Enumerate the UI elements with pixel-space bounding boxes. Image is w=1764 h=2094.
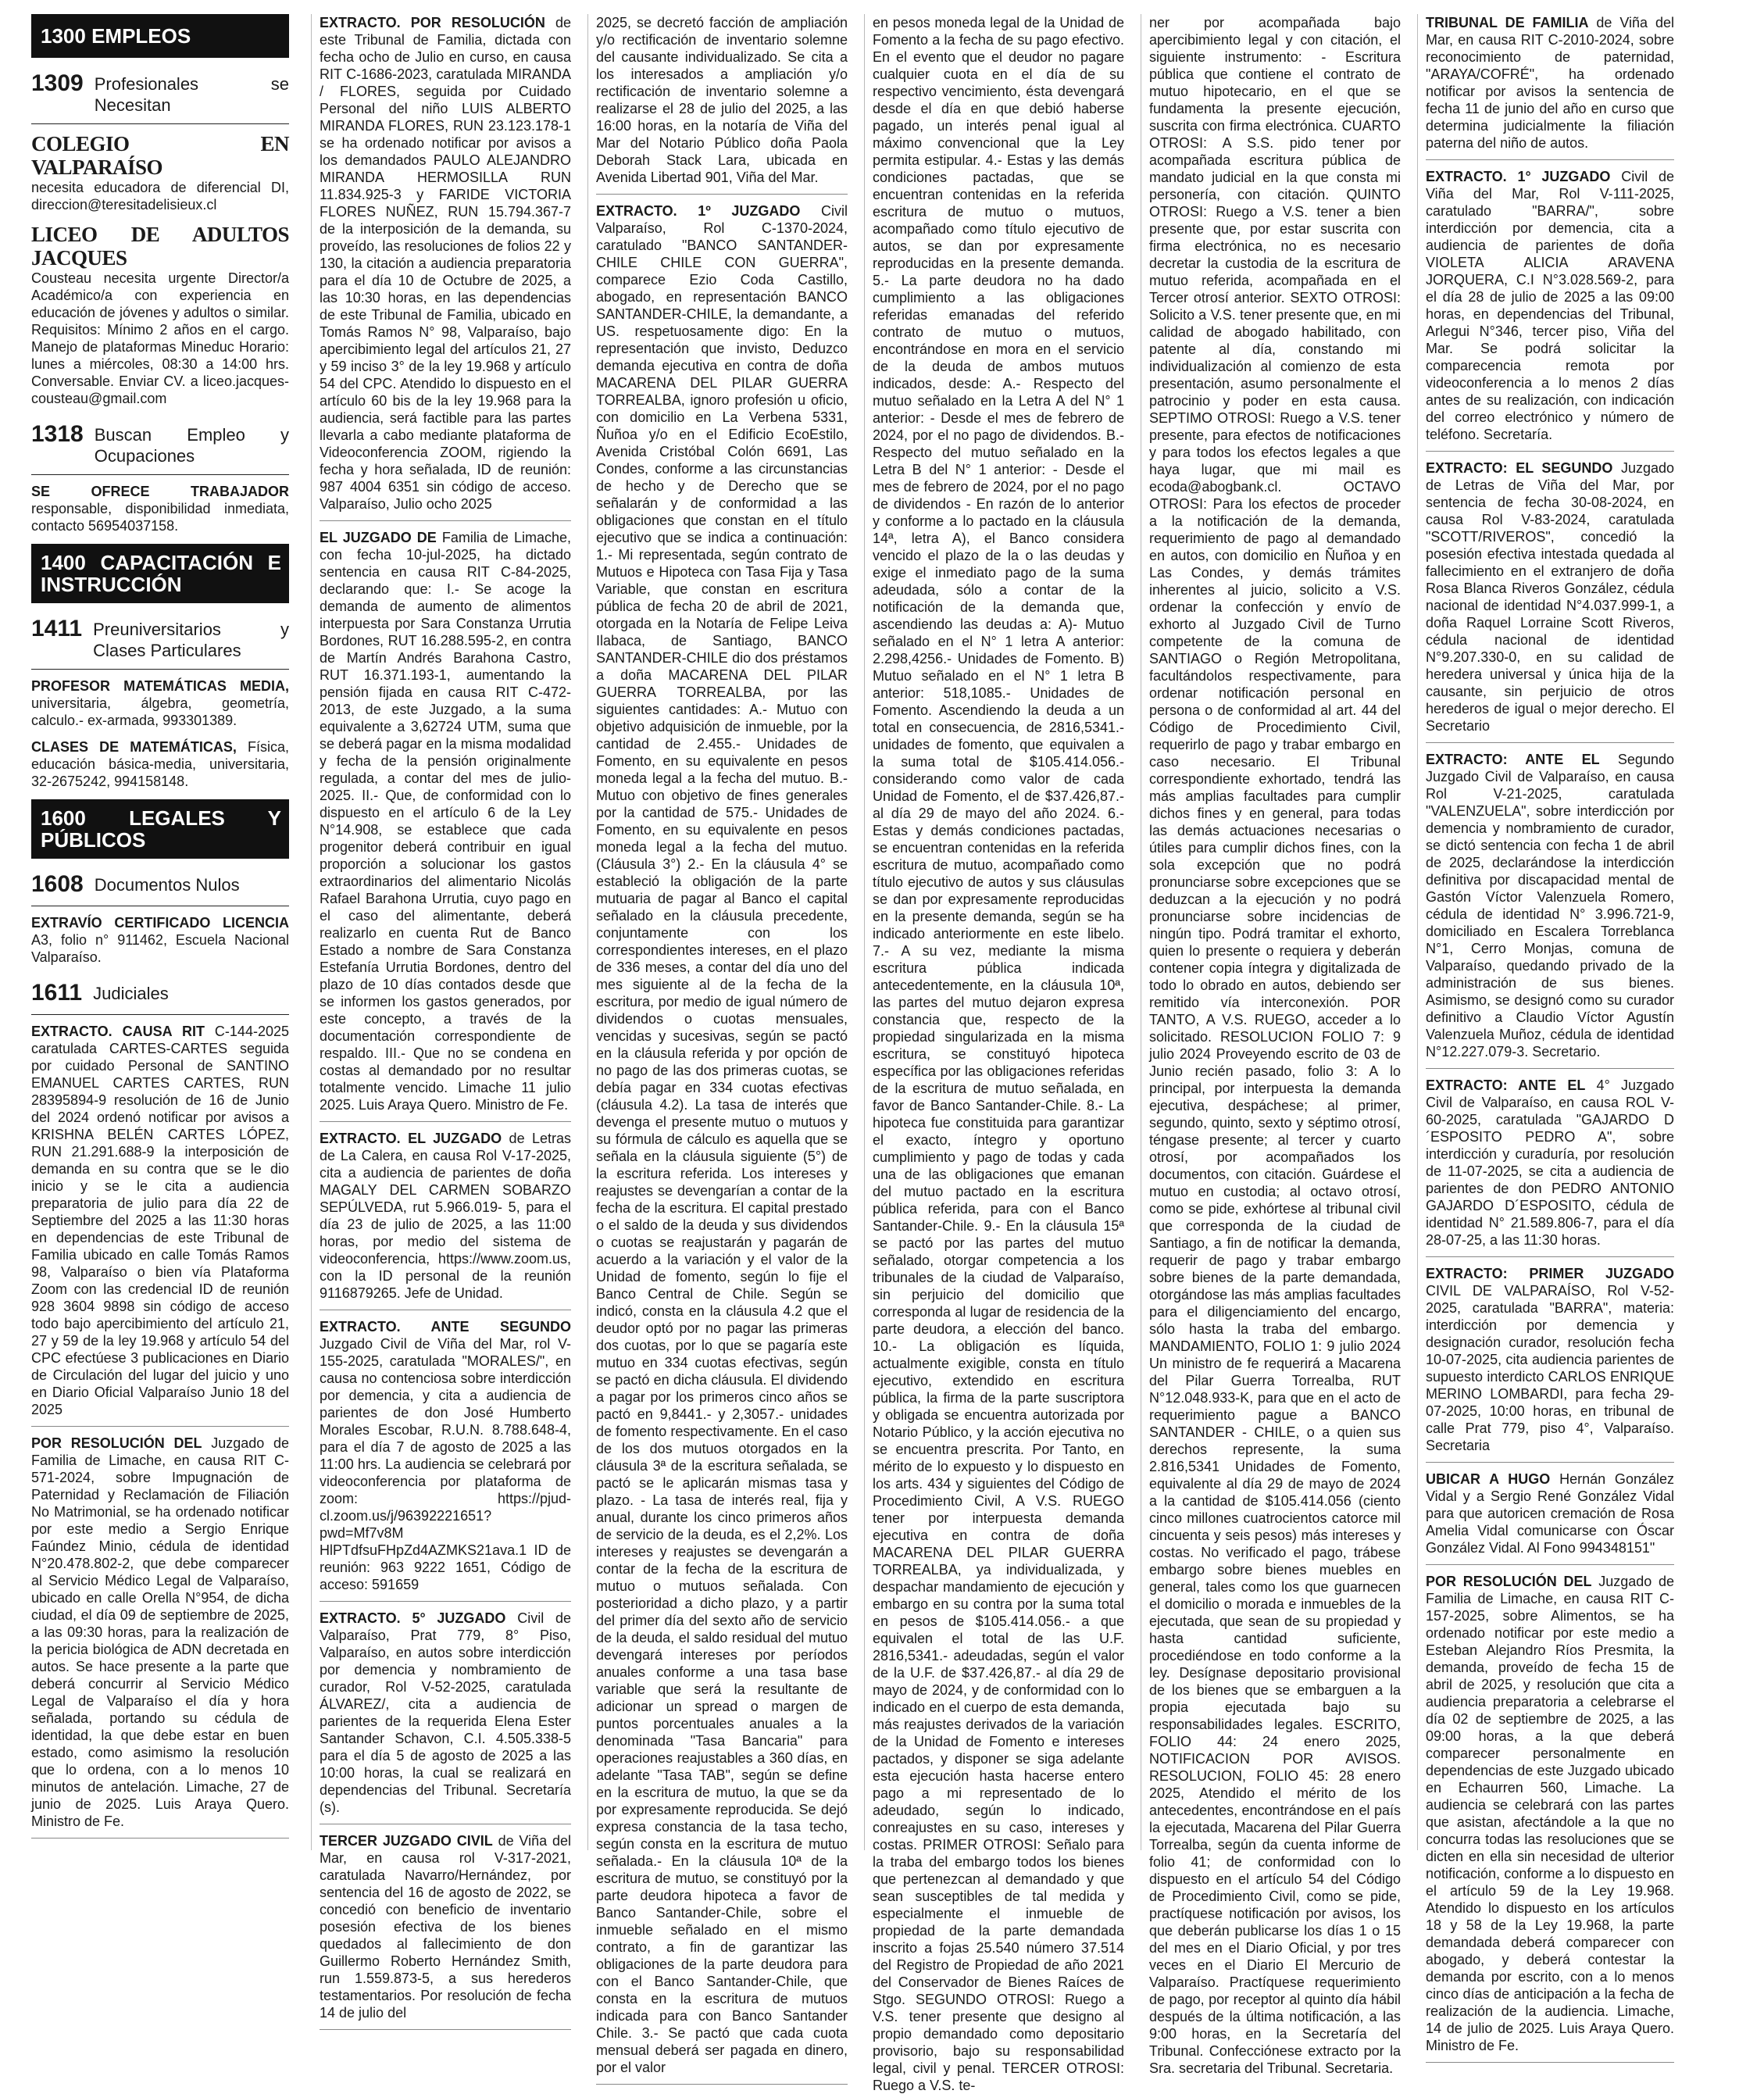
subsection-number: 1318 — [31, 421, 84, 447]
notice-body: Civil Valparaíso, Rol C-1370-2024, caratulado "BANCO SANTANDER-CHILE CHILE CON GUERRA", comparece Ezio Coda Castillo, abogado, en representación BANCO SANTANDER-CHILE, la demandante, a US. respetuosamente digo: En la representación que invisto, Deduzco demanda ejecutiva en contra de doña MACARENA DEL PILAR GUERRA TORREALBA, ignoro profesión u oficio, con domicilio en La Verbena 5331, Ñuñoa y/o en el Edificio EcoEstilo, Avenida Cristóbal Colón 6691, Las Condes, conforme a las circunstancias de hecho y de Derecho que se señalarán y de conformidad a las obligaciones que constan en el título ejecutivo que se indica a continuación: 1.- Mi representada, según contrato de Mutuos e Hipoteca con Tasa Fija y Tasa Variable, que constan en escritura pública de fecha 20 de abril de 2021, otorgada en la Notaría de Felipe Leiva Ilabaca, de Santiago, BANCO SANTANDER-CHILE dio dos préstamos a doña MACARENA DEL PILAR GUERRA TORREALBA, por las siguientes cantidades: A.- Mutuo con objetivo adquisición de inmueble, por la cantidad de 2.455.- Unidades de Fomento, en su equivalente en pesos moneda legal a la fecha del mutuo. B.- Mutuo con objetivo de fines generales por la cantidad de 575.- Unidades de Fomento, en su equivalente en pesos moneda legal a la fecha del mutuo. (Cláusula 3°) 2.- En la cláusula 4° se estableció la obligación de la parte mutuaria de pagar al Banco el capital señalado en la cláusula precedente, conjuntamente con los correspondientes intereses, en el plazo de 336 meses, a contar del día uno del mes siguiente al de la fecha de la escritura, por medio de igual número de dividendos o cuotas mensuales, vencidas y sucesivas, según se pactó en la cláusula referida y por opción de no pago de las dos primeras cuotas, se debía pagar en 334 cuotas efectivas (cláusula 4.2). La tasa de interés que devenga el presente mutuo o mutuos y su fórmula de cálculo es aquella que se señala en la cláusula siguiente (5°) de la escritura referida. Los intereses y reajustes se devengarían a contar de la fecha de la escritura. El capital prestado o el saldo de la deuda y sus dividendos o cuotas se reajustarán y pagarán de acuerdo a la variación y el valor de la Unidad de fomento, según lo fije el Banco Central de Chile. Según se indicó, consta en la cláusula 4.2 que el deudor optó por no pagar las primeras dos cuotas, por lo que se pagaría este mutuo en 334 cuotas efectivas, según se pactó en dicha cláusula. El dividendo a pagar por los primeros cinco años se pactó en 9,8441.- y 2,3057.- unidades de fomento respectivamente. En el caso de los dos mutuos otorgados en la cláusula 3ª de la escritura señalada, se pactó se le aplicarán mismas tasa y plazo. - La tasa de interés real, fija y anual, durante los cinco primeros años de servicio de la deuda, es el 2,2%. Los intereses y reajustes se devengarán a contar de la fecha de la escritura de mutuo o mutuos señalada. Con posterioridad a dicho plazo, y a partir del primer día del sexto año de servicio de la deuda, el saldo residual del mutuo devengará intereses por períodos anuales conforme a una tasa base variable que será la resultante de adicionar un spread o margen de puntos porcentuales anuales a la denominada "Tasa Bancaria" para operaciones reajustables a 360 días, en adelante "Tasa TAB", según se define en la escritura de mutuo, la que se da por expresamente reproducida. Se dejó expresa constancia de la tasa techo, según consta en la escritura de mutuo señalada.- En la cláusula 10ª de la escritura de mutuo, se constituyó por la parte deudora hipoteca a favor de Banco Santander-Chile, sobre el inmueble señalado en el mismo contrato, a fin de garantizar las obligaciones de la parte deudora para con el Banco Santander-Chile, que consta en la escritura de mutuos indicada para con Banco Santander Chile. 3.- Se pactó que cada cuota mensual deberá ser pagada en dinero, por el valor — [596, 203, 848, 2075]
notice-body: de Viña del Mar, en causa rol V-317-2021, caratulada Navarro/Hernández, por sentencia del 16 de agosto de 2022, se concedió con beneficio de inventario posesión efectiva de los bienes quedados al fallecimiento de don Guillermo Roberto Hernández Smith, run 1.559.873-5, a sus herederos testamentarios. Por resolución de fecha 14 de julio del — [320, 1833, 572, 2021]
subsection-label: Profesionales se Necesitan — [94, 74, 289, 115]
legal-notice — [1426, 751, 1674, 1069]
notice-lead: EXTRACTO: ANTE EL — [1426, 752, 1600, 767]
legal-notice — [320, 529, 571, 1122]
subsection-number: 1608 — [31, 871, 84, 897]
ad-body: universitaria, álgebra, geometría, calculo.- ex-armada, 993301389. — [31, 695, 289, 728]
notice-lead: EXTRACTO: PRIMER JUZGADO — [1426, 1266, 1674, 1281]
classified-ad — [31, 677, 289, 729]
ad-lead: SE OFRECE TRABAJADOR — [31, 484, 289, 499]
section-header-legales: 1600 LEGALES Y PÚBLICOS — [31, 799, 289, 859]
legal-notice — [596, 202, 848, 2085]
notice-lead: EXTRACTO: ANTE EL — [1426, 1077, 1586, 1093]
legal-notice — [1426, 1265, 1674, 1463]
legal-notice — [320, 14, 571, 521]
ad-headline: LICEO DE ADULTOS JACQUES — [31, 223, 289, 270]
legal-notice — [31, 1435, 289, 1839]
legal-notice — [320, 1318, 571, 1602]
notice-body: 4° Juzgado Civil de Valparaíso, en causa ROL V- 60-2025, caratulada "GAJARDO D´ESPOSITO PEDRO A", sobre interdicción y curaduría, por resolución de 11-07-2025, se cita a audiencia de parientes de don PEDRO ANTONIO GAJARDO D´ESPOSITO, cédula de identidad N° 21.589.806-7, para el día 28-07-25, a las 11:30 horas. — [1426, 1077, 1674, 1248]
column-1 — [31, 14, 289, 1850]
legal-notice — [1426, 1470, 1674, 1565]
legal-notice — [1426, 1573, 1674, 2063]
legal-notice — [320, 1610, 571, 1824]
notice-body: Juzgado de Letras de Viña del Mar, por sentencia de fecha 30-08-2024, en causa Rol V-83-2024, caratulada "SCOTT/RIVEROS", concedió la posesión efectiva intestada quedada al fallecimiento en el extranjero de doña Rosa Blanca Riveros González, cédula nacional de identidad N°4.037.999-1, a doña Raquel Lorraine Scott Riveros, cédula nacional de identidad N°9.207.330-0, en su calidad de heredera universal y única hija de la causante, sin perjuicio de otros herederos de igual o mejor derecho. El Secretario — [1426, 460, 1675, 734]
legal-notice-continued — [596, 14, 848, 195]
subsection-label: Documentos Nulos — [94, 875, 240, 895]
subsection-number: 1611 — [31, 980, 83, 1006]
notice-lead: EL JUZGADO DE — [320, 530, 437, 545]
legal-notice — [320, 1130, 571, 1310]
notice-lead: EXTRACTO. 5° JUZGADO — [320, 1610, 506, 1626]
notice-lead: EXTRACTO. CAUSA RIT — [31, 1024, 205, 1039]
subsection-1411 — [31, 611, 289, 670]
subsection-1318 — [31, 416, 289, 475]
classified-ad — [31, 738, 289, 790]
subsection-1309 — [31, 66, 289, 124]
classified-ad — [31, 914, 289, 966]
notice-body: de Viña del Mar, en causa RIT C-2010-2024, sobre reconocimiento de paternidad, "ARAYA/COFRÉ", ha ordenado notificar por avisos la sentencia de fecha 11 de junio del año en curso que determina judicialmente la filiación paterna del niño de autos. — [1426, 15, 1674, 151]
classifieds-page — [31, 14, 1734, 2093]
notice-body: de este Tribunal de Familia, dictada con fecha ocho de Julio en curso, en causa RIT C-1686-2023, caratulada MIRANDA / FLORES, seguida por Cuidado Personal del niño LUIS ALBERTO MIRANDA FLORES, RUN 23.123.178-1 se ha ordenado notificar por avisos a los demandados PAULO ALEJANDRO MIRANDA HERMOSILLA RUN 11.834.925-3 y FARIDE VICTORIA FLORES NUÑEZ, RUN 15.794.367-7 de la interposición de la demanda, su proveído, las resoluciones de folios 22 y 130, la citación a audiencia preparatoria para el día 10 de Octubre de 2025, a las 10:30 horas, en las dependencias de este Tribunal de Familia, ubicado en Tomás Ramos N° 98, Valparaíso, bajo apercibimiento legal del artículos 21, 27 y 59 inciso 3° de la ley 19.968 y artículo 54 del CPC. Atendido lo dispuesto en el artículo 60 bis de la ley 19.968 para la audiencia, será factible para las partes llevarla a cabo mediante plataforma de Videoconferencia ZOOM, rigiendo la fecha y hora señalada, ID de reunión: 987 4004 6351 sin código de acceso. Valparaíso, Julio ocho 2025 — [320, 15, 571, 512]
ad-lead: CLASES DE MATEMÁTICAS, — [31, 739, 237, 755]
notice-body: en pesos moneda legal de la Unidad de Fomento a la fecha de su pago efectivo. En el evento que el deudor no pagare cualquier cuota en el día de su respectivo vencimiento, ésta devengará desde el día en que debió haberse pagado, un interés penal igual al máximo convencional que la Ley permita estipular. 4.- Estas y las demás condiciones pactadas, que se encuentran contenidas en la referida escritura de mutuo o mutuos, acompañado como título ejecutivo de autos, se dan por expresamente reproducidas en la presente demanda. 5.- La parte deudora no ha dado cumplimiento a las obligaciones referidas emanadas del referido contrato de mutuo o mutuos, encontrándose en mora en el servicio de la deuda de ambos mutuos indicados, desde: A.- Respecto del mutuo señalado en la Letra A del N° 1 anterior: - Desde el mes de febrero de 2024, por el no pago de dividendos. B.- Respecto del mutuo señalado en la Letra B del N° 1 anterior: - Desde el mes de febrero de 2024, por el no pago de dividendos - En razón de lo anterior y conforme a lo pactado en la cláusula 14ª, letra A), el Banco considera vencido el plazo de la o las deudas y exige el inmediato pago de la suma adeudada, sólo a contar de la notificación de la demanda que, ascendiendo las deudas a: A)- Mutuo señalado en el N° 1 letra A anterior: 2.298,4256.- Unidades de Fomento. B) Mutuo señalado en el N° 1 letra B anterior: 518,1085.- Unidades de Fomento. Ascendiendo la deuda a un total en consecuencia, de 2816,5341.- unidades de fomento, que equivalen a la suma total de $105.414.056.- considerando como valor de cada Unidad de Fomento, el de $37.426,87.- al día 29 de mayo del año 2024. 6.- Estas y demás condiciones pactadas, se encuentran contenidas en la referida escritura de mutuo, acompañado como título ejecutivo de autos y sus cláusulas se dan por expresamente reproducidas en la presente demanda, según se ha indicado anteriormente en este libelo. 7.- A su vez, mediante la misma escritura pública indicada antecedentemente, en la cláusula 10ª, las partes del mutuo dejaron expresa constancia que, respecto de la propiedad singularizada en la misma escritura, se constituyó hipoteca específica por las obligaciones referidas de la escritura de mutuo señalada, en favor de Banco Santander-Chile. 8.- La hipoteca fue constituida para garantizar el exacto, íntegro y oportuno cumplimiento y pago de todas y cada una de las obligaciones que emanan del mutuo pactado en la escritura pública referida, para con el Banco Santander-Chile. 9.- En la cláusula 15ª se pactó por las partes del mutuo señalado, otorgar competencia a los tribunales de la ciudad de Valparaíso, sin perjuicio del domicilio que corresponda al lugar de residencia de la parte deudora, a elección del banco. 10.- La obligación es líquida, actualmente exigible, consta en título ejecutivo, extendido en escritura pública, la firma de la parte suscriptora y obligada se encuentra autorizada por Notario Público, y la acción ejecutiva no se encuentra prescrita. Por Tanto, en mérito de lo expuesto y lo dispuesto en los arts. 434 y siguientes del Código de Procedimiento Civil, A V.S. RUEGO tener por interpuesta demanda ejecutiva en contra de doña MACARENA DEL PILAR GUERRA TORREALBA, ya individualizada, y despachar mandamiento de ejecución y embargo en su contra por la suma total en pesos de $105.414.056.- a que equivalen el total de las U.F. 2816,5341.- adeudadas, según el valor de la U.F. de $37.426,87.- al día 29 de mayo de 2024, y de conformidad con lo indicado en el cuerpo de esta demanda, más reajustes derivados de la variación de la Unidad de Fomento e intereses pactados, y disponer se siga adelante esta ejecución hasta hacerse entero pago a mi representado de lo adeudado, según lo indicado, conreajustes en su caso, intereses y costas. PRIMER OTROSI: Señalo para la traba del embargo todos los bienes que pertenezcan al demandado y que sean susceptibles de tal medida y especialmente el inmueble de propiedad de la parte demandada inscrito a fojas 25.540 número 37.514 del Registro de Propiedad de año 2021 del Conservador de Bienes Raíces de Stgo. SEGUNDO OTROSI: Ruego a V.S. tener presente que designo al propio demandado como depositario provisorio, bajo su responsabilidad legal, civil y penal. TERCER OTROSI: Ruego a V.S. te- — [873, 15, 1124, 2093]
ad-body: necesita educadora de diferencial DI, direccion@teresitadelisieux.cl — [31, 180, 289, 213]
notice-body: C-144-2025 caratulada CARTES-CARTES seguida por cuidado Personal de SANTINO EMANUEL CARTES CARTES, RUN 28395894-9 resolución de 16 de Junio del 2024 ordenó notificar por avisos a KRISHNA BELÉN CARTES LÓPEZ, RUN 21.291.688-9 la interposición de demanda en su contra que se le dio inicio y se le cita a audiencia preparatoria de julio para día 22 de Septiembre del 2025 a las 11:30 horas en dependencias de este Tribunal de Familia ubicado en calle Tomás Ramos 98, Valparaíso o bien vía Plataforma Zoom con las credencial ID de reunión 928 3604 9898 sin código de acceso todo bajo apercibimiento del artículo 21, 27 y 59 de la ley 19.968 y artículo 54 del CPC efectúese 3 publicaciones en Diario de Circulación del lugar del juicio y uno en Diario Oficial Valparaíso Junio 18 del 2025 — [31, 1024, 289, 1417]
subsection-1611 — [31, 975, 289, 1015]
legal-notice — [1426, 168, 1674, 452]
ad-lead: EXTRAVÍO CERTIFICADO LICENCIA — [31, 915, 289, 931]
ad-headline: COLEGIO EN VALPARAÍSO — [31, 132, 289, 179]
ad-body: Cousteau necesita urgente Director/a Académico/a con experiencia en educación de jóvenes y adultos o similar. Requisitos: Mínimo 2 años en el cargo. Manejo de plataformas Mineduc Horario: lunes a miércoles, 08:30 a 14:00 hrs. Conversable. Enviar CV. a liceo.jacques-cousteau@gmail.com — [31, 270, 289, 406]
column-3 — [587, 14, 848, 2075]
subsection-label: Buscan Empleo y Ocupaciones — [94, 425, 289, 466]
notice-body: Juzgado Civil de Viña del Mar, rol V-155-2025, caratulada "MORALES/", en causa no contenciosa sobre interdicción por demencia, y cita a audiencia de parientes de don José Humberto Morales Escobar, R.U.N. 8.788.648-4, para el día 7 de agosto de 2025 a las 11:00 hrs. La audiencia se celebrará por videoconferencia por plataforma de zoom: https://pjud-cl.zoom.us/j/96392221651?pwd=Mf7v8M HlPTdfsuFHpZd4AZMKS21ava.1 ID de reunión: 963 9222 1651, Código de acceso: 591659 — [320, 1336, 571, 1592]
subsection-number: 1309 — [31, 70, 84, 96]
legal-notice-continued — [873, 14, 1124, 2094]
notice-body: CIVIL DE VALPARAÍSO, Rol V-52-2025, caratulada "BARRA", materia: interdicción por demencia y designación curador, resolución fecha 10-07-2025, cita audiencia parientes de supuesto interdicto CARLOS ENRIQUE MERINO LOMBARDI, para fecha 29-07-2025, 10:00 horas, en tribunal de calle Prat 779, piso 4°, Valparaíso. Secretaria — [1426, 1283, 1674, 1453]
notice-lead: EXTRACTO. 1º JUZGADO — [596, 203, 801, 219]
notice-body: Segundo Juzgado Civil de Valparaíso, en causa Rol V-21-2025, caratulada "VALENZUELA", sobre interdicción por demencia y nombramiento de curador, se dictó sentencia con fecha 1 de abril de 2025, declarándose la interdicción definitiva por discapacidad mental de Gastón Víctor Valenzuela Romero, cédula de identidad N° 3.996.721-9, domiciliado en Escalera Torreblanca N°1, Cerro Monjas, comuna de Valparaíso, quedando privado de la administración de sus bienes. Asimismo, se designó como su curador definitivo a Claudio Víctor Agustín Valenzuela Muñoz, cédula de identidad N°12.227.079-3. Secretario. — [1426, 752, 1674, 1060]
notice-body: Juzgado de Familia de Limache, en causa RIT C-157-2025, sobre Alimentos, se ha ordenado notificar por este medio a Esteban Alejandro Ríos Presmita, la demanda, proveído de fecha 15 de abril de 2025, y resolución que cita a audiencia preparatoria a celebrarse el día 02 de septiembre de 2025, a las 09:00 horas, a la que deberá comparecer personalmente en dependencias de este Juzgado ubicado en Echaurren 560, Limache. La audiencia se celebrará con las partes que asistan, afectándole a la que no concurra todas las resoluciones que se dicten en ella sin necesidad de ulterior notificación, conforme a lo dispuesto en el artículo 59 de la Ley 19.968. Atendido lo dispuesto en los artículos 18 y 58 de la Ley 19.968, la parte demandada deberá comparecer con abogado, y deberá contestar la demanda por escrito, con a lo menos cinco días de anticipación a la fecha de realización de la audiencia. Limache, 14 de julio de 2025. Luis Araya Quero. Ministro de Fe. — [1426, 1574, 1674, 2053]
notice-lead: EXTRACTO. POR RESOLUCIÓN — [320, 15, 545, 30]
classified-ad — [31, 132, 289, 213]
subsection-number: 1411 — [31, 616, 83, 641]
section-header-capacitacion: 1400 CAPACITACIÓN E INSTRUCCIÓN — [31, 544, 289, 603]
ad-body: A3, folio n° 911462, Escuela Nacional Valparaíso. — [31, 932, 289, 965]
notice-lead: EXTRACTO: EL SEGUNDO — [1426, 460, 1613, 476]
notice-body: Civil de Viña del Mar, Rol V-111-2025, caratulado "BARRA/", sobre interdicción por demencia, cita a audiencia de parientes de doña VIOLETA ALICIA ARAVENA JORQUERA, C.I N°3.028.569-2, para el día 28 de julio de 2025 a las 09:00 horas, en dependencias del Tribunal, Arlegui N°346, tercer piso, Viña del Mar. Se podrá solicitar la comparecencia remota por videoconferencia a lo menos 2 días antes de su realización, con indicación del correo electrónico y número de teléfono. Secretaría. — [1426, 169, 1674, 442]
notice-lead: EXTRACTO. EL JUZGADO — [320, 1131, 502, 1146]
subsection-label: Preuniversitarios y Clases Particulares — [93, 620, 289, 660]
notice-lead: EXTRACTO. ANTE SEGUNDO — [320, 1319, 571, 1335]
ad-body: responsable, disponibilidad inmediata, contacto 56954037158. — [31, 501, 289, 534]
notice-body: Juzgado de Familia de Limache, en causa RIT C-571-2024, sobre Impugnación de Paternidad y Reclamación de Filiación No Matrimonial, se ha ordenado notificar por este medio a Sergio Enrique Faúndez Minio, cédula de identidad N°20.478.802-2, que debe comparecer al Servicio Médico Legal de Valparaíso, ubicado en calle Orella N°954, de dicha ciudad, el día 09 de septiembre de 2025, a las 09:30 horas, para la realización de la pericia biológica de ADN decretada en autos. Se hace presente a la parte que deberá concurrir al Servicio Médico Legal de Valparaíso el día y hora señalada, portando su cédula de identidad, la que debe estar en buen estado, como asimismo la resolución que lo ordena, con a lo menos 10 minutos de antelación. Limache, 27 de junio de 2025. Luis Araya Quero. Ministro de Fe. — [31, 1435, 289, 1829]
notice-body: ner por acompañada bajo apercibimiento legal y con citación, el siguiente instrumento: - Escritura pública que contiene el contrato de mutuo hipotecario, en el que se fundamenta la presente ejecución, suscrita con firma electrónica. CUARTO OTROSI: A S.S. pido tener por acompañada escritura pública de mandato judicial en la que consta mi personería, con citación. QUINTO OTROSI: Ruego a V.S. tener a bien presente que, por estar suscrita con firma electrónica, no es necesario decretar la custodia de la escritura de mutuo referida, acompañada en el Tercer otrosí anterior. SEXTO OTROSI: Solicito a V.S. tener presente que, en mi calidad de abogado habilitado, con patente al día, constando mi individualización al comienzo de esta presentación, asumo personalmente el patrocinio y poder en esta causa. SEPTIMO OTROSI: Ruego a V.S. tener presente, para efectos de notificaciones y para todos los efectos legales a que haya lugar, que mi mail es ecoda@abogbank.cl. OCTAVO OTROSI: Para los efectos de proceder a la notificación de la demanda, requerimiento de pago al demandado en autos, con domicilio en Ñuñoa y en Las Condes, y demás trámites inherentes al juicio, solicito a V.S. ordenar la confección y envío de exhorto al Juzgado Civil de Turno competente de la comuna de SANTIAGO o Región Metropolitana, facultándolos respectivamente, para ordenar notificación personal en persona o de conformidad al art. 44 del Código de Procedimiento Civil, requerirlo de pago y trabar embargo en caso necesario. El Tribunal correspondiente exhortado, tendrá las más amplias facultades para cumplir dichos fines y en general, para todas las demás actuaciones necesarias o útiles para cumplir dichos fines, con la sola excepción que no podrá pronunciarse sobre excepciones que se deduzcan a la ejecución y no podrá pronunciarse sobre incidencias de ningún tipo. Podrá tramitar el exhorto, quien lo presente o requiera y deberán contener copia íntegra y digitalizada de todo lo obrado en autos, debiendo ser remitido vía interconexión. POR TANTO, A V.S. RUEGO, acceder a lo solicitado. RESOLUCION FOLIO 7: 9 julio 2024 Proveyendo escrito de 03 de Junio recién pasado, folio 3: A lo principal, por interpuesta la demanda ejecutiva, despáchese; al primer, segundo, quinto, sexto y séptimo otrosí, téngase presente; al tercer y cuarto otrosí, por acompañados los documentos, con citación. Guárdese el mutuo en custodia; al octavo otrosí, como se pide, exhórtese al tribunal civil que corresponda de la ciudad de Santiago, a fin de notificar la demanda, requerir de pago y trabar embargo sobre bienes de la parte demandada, otorgándose las más amplias facultades para el diligenciamiento del encargo, sólo hasta la traba del embargo. MANDAMIENTO, FOLIO 1: 9 julio 2024 Un ministro de fe requerirá a Macarena del Pilar Guerra Torrealba, RUT N°12.048.933-K, para que en el acto de requerimiento pague a BANCO SANTANDER - CHILE, o a quien sus derechos represente, la suma 2.816,5341 Unidades de Fomento, equivalente al día 29 de mayo de 2024 a la cantidad de $105.414.056 (ciento cinco millones cuatrocientos catorce mil cincuenta y seis pesos) más intereses y costas. No verificado el pago, trábese embargo sobre bienes muebles en general, tales como los que guarnecen el domicilio o morada e inmuebles de la ejecutada, que sean de su propiedad y hasta cantidad suficiente, procediéndose en todo conforme a la ley. Desígnase depositario provisional de los bienes que se embarguen a la propia ejecutada bajo su responsabilidades legales. ESCRITO, FOLIO 44: 24 enero 2025, NOTIFICACION POR AVISOS. RESOLUCION, FOLIO 45: 28 enero 2025, Atendido el mérito de los antecedentes, encontrándose en el país la ejecutada, Macarena del Pilar Guerra Torrealba, según da cuenta informe de folio 41; de conformidad con lo dispuesto en el artículo 54 del Código de Procedimiento Civil, como se pide, practíquese notificación por avisos, los que deberán publicarse los días 1 o 15 del mes en el Diario Oficial, y por tres veces en el Diario El Mercurio de Valparaíso. Practíquese requerimiento de pago, por receptor al quinto día hábil después de la última notificación, a las 9:00 horas, en la Secretaría del Tribunal. Confecciónese extracto por la Sra. secretaria del Tribunal. Secretaria. — [1149, 15, 1401, 2076]
legal-notice — [1426, 459, 1674, 743]
notice-body: Hernán González Vidal y a Sergio René González Vidal para que autoricen cremación de Rosa Amelia Vidal comunicarse con Óscar González Vidal. Al Fono 994348151" — [1426, 1471, 1674, 1556]
legal-notice — [1426, 14, 1674, 160]
subsection-1608 — [31, 867, 289, 906]
notice-lead: POR RESOLUCIÓN DEL — [1426, 1574, 1592, 1589]
notice-lead: EXTRACTO. 1° JUZGADO — [1426, 169, 1611, 184]
column-6 — [1417, 14, 1675, 2053]
classified-ad — [31, 483, 289, 534]
notice-body: 2025, se decretó facción de ampliación y/o rectificación de inventario solemne del causante individualizado. Se cita a los interesados a ampliación y/o rectificación de inventario solemne a realizarse el 28 de julio del 2025, a las 16:00 horas, en la notaría de Viña del Mar del Notario Público doña Paola Deborah Stack Lara, ubicada en Avenida Libertad 901, Viña del Mar. — [596, 15, 848, 185]
notice-lead: UBICAR A HUGO — [1426, 1471, 1551, 1487]
column-2 — [311, 14, 572, 2021]
notice-body: de Letras de La Calera, en causa Rol V-17-2025, cita a audiencia de parientes de doña MAGALY DEL CARMEN SOBARZO SEPÚLVEDA, rut 5.966.019- 5, para el día 23 de julio de 2025, a las 11:00 horas, por medio del sistema de videoconferencia, https://www.zoom.us, con la ID personal de la reunión 9116879265. Jefe de Unidad. — [320, 1131, 571, 1301]
notice-lead: TERCER JUZGADO CIVIL — [320, 1833, 493, 1849]
legal-notice — [320, 1832, 571, 2030]
legal-notice — [1426, 1077, 1674, 1257]
notice-lead: POR RESOLUCIÓN DEL — [31, 1435, 202, 1451]
section-header-empleos: 1300 EMPLEOS — [31, 14, 289, 58]
classified-ad — [31, 223, 289, 407]
notice-body: Familia de Limache, con fecha 10-jul-2025, ha dictado sentencia en causa RIT C-84-2025, declarando que: I.- Se acoge la demanda de aumento de alimentos interpuesta por Sara Constanza Urrutia Bordones, RUT 16.288.595-2, en contra de Martín Andrés Barahona Castro, RUT 16.371.193-1, aumentando la pensión fijada en causa RIT C-472-2013, de este Juzgado, a la suma equivalente a 3,62724 UTM, suma que se deberá pagar en la misma modalidad y fecha de la pensión originalmente regulada, a contar del mes de julio-2025. II.- Que, de conformidad con lo dispuesto en el artículo 6 de la Ley N°14.908, se establece que cada progenitor deberá contribuir en igual proporción a solucionar los gastos extraordinarios del alimentario Nicolás Rafael Barahona Urrutia, cuyo pago en el caso del alimentante, deberá realizarlo en cuenta Rut de Banco Estado a nombre de Sara Constanza Estefanía Urrutia Bordones, dentro del plazo de 10 días contados desde que se informen los gastos generados, por este concepto, a través de la documentación correspondiente de respaldo. III.- Que no se condena en costas al demandado por no resultar totalmente vencido. Limache 11 julio 2025. Luis Araya Quero. Ministro de Fe. — [320, 530, 571, 1113]
ad-body: Física, educación básica-media, universitaria, 32-2675242, 994158148. — [31, 739, 290, 789]
legal-notice — [31, 1023, 289, 1427]
legal-notice-continued — [1149, 14, 1401, 2077]
subsection-label: Judiciales — [93, 984, 169, 1003]
column-4 — [864, 14, 1124, 2093]
notice-body: Civil de Valparaíso, Prat 779, 8° Piso, Valparaíso, en autos sobre interdicción por demencia y nombramiento de curador, Rol V-52-2025, caratulada ÁLVAREZ/, cita a audiencia de parientes de la requerida Elena Ester Santander Schavon, C.I. 4.505.338-5 para el día 5 de agosto de 2025 a las 10:00 horas, la cual se realizará en dependencias del Tribunal. Secretaría (s). — [320, 1610, 571, 1815]
notice-lead: TRIBUNAL DE FAMILIA — [1426, 15, 1589, 30]
column-5 — [1141, 14, 1401, 2076]
ad-lead: PROFESOR MATEMÁTICAS MEDIA, — [31, 678, 289, 694]
